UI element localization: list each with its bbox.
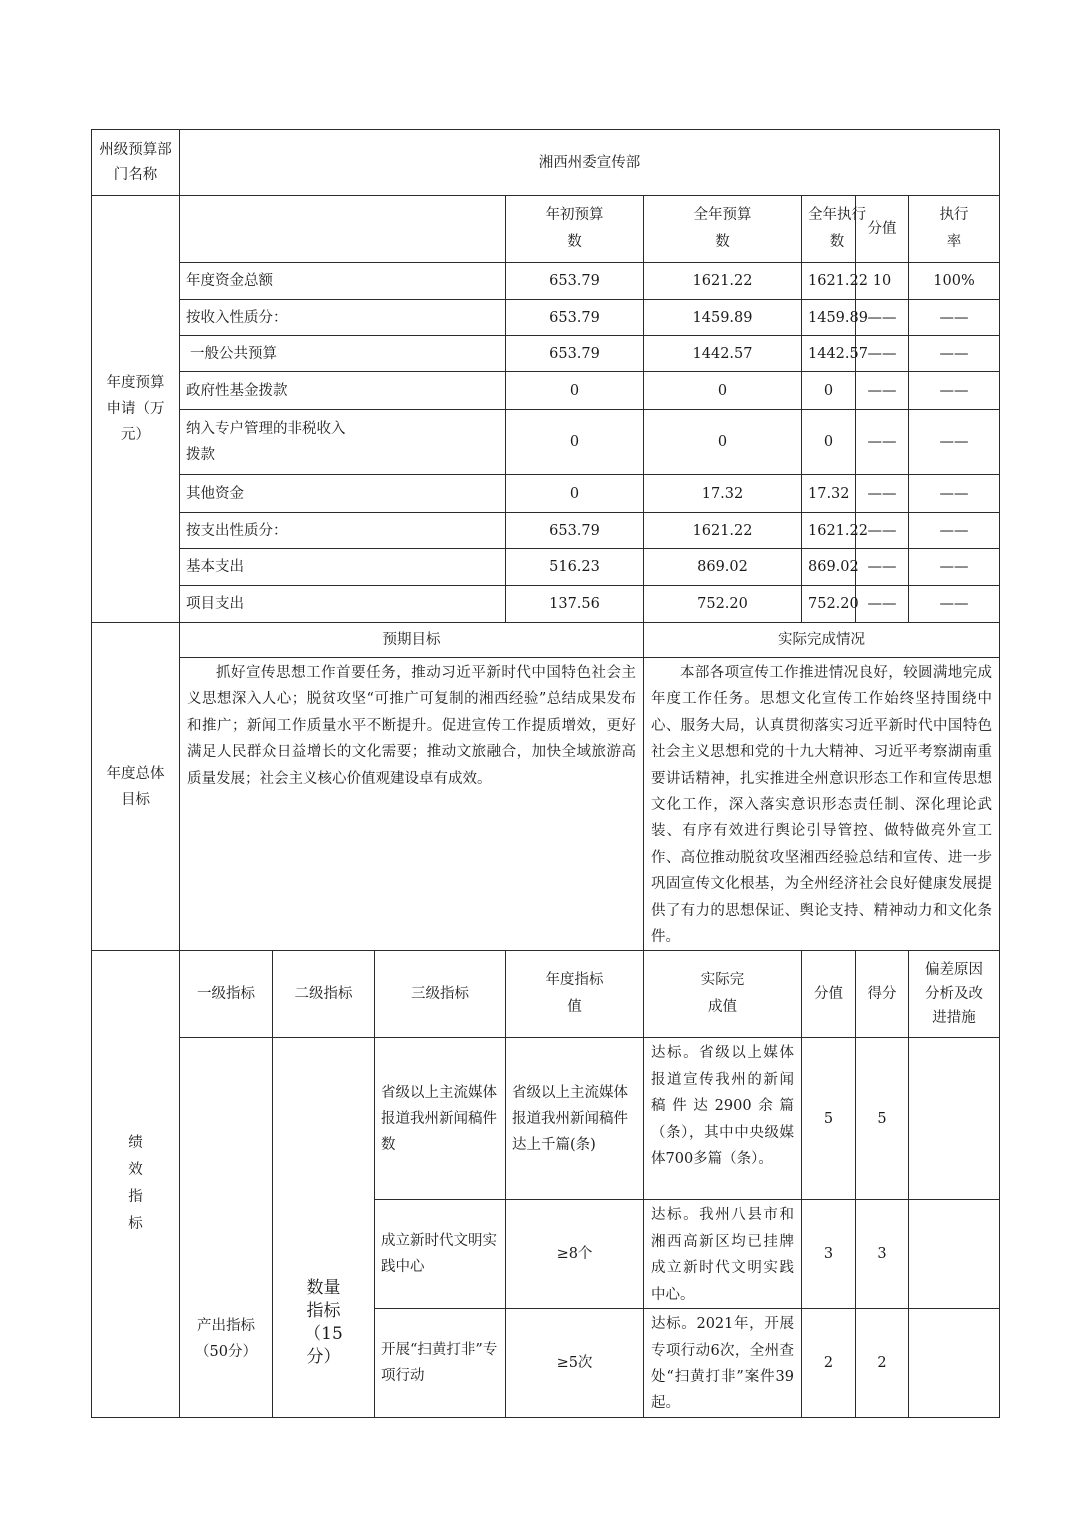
perf-header-l1: 一级指标 bbox=[180, 951, 273, 1038]
budget-cell: —— bbox=[856, 410, 909, 475]
perf-header-l3: 三级指标 bbox=[375, 951, 506, 1038]
budget-header-score: 分值 bbox=[856, 196, 909, 263]
budget-cell: 17.32 bbox=[802, 475, 856, 513]
perf-got: 2 bbox=[856, 1309, 909, 1418]
budget-cell: 1621.22 bbox=[802, 513, 856, 549]
budget-header-rate: 执行率 bbox=[909, 196, 1000, 263]
budget-cell: —— bbox=[856, 549, 909, 586]
budget-row bbox=[92, 263, 1000, 300]
budget-row bbox=[92, 372, 1000, 410]
budget-row bbox=[92, 513, 1000, 549]
budget-cell: 752.20 bbox=[644, 586, 802, 623]
budget-cell: —— bbox=[909, 372, 1000, 410]
budget-row-name: 基本支出 bbox=[180, 549, 506, 586]
perf-row bbox=[92, 1038, 1000, 1200]
budget-cell: —— bbox=[856, 300, 909, 336]
budget-cell: 653.79 bbox=[506, 300, 644, 336]
budget-row bbox=[92, 586, 1000, 623]
perf-header-actual: 实际完成值 bbox=[644, 951, 802, 1038]
perf-header-l2: 二级指标 bbox=[273, 951, 375, 1038]
perf-l3: 开展“扫黄打非”专项行动 bbox=[375, 1309, 506, 1418]
perf-score: 2 bbox=[802, 1309, 856, 1418]
perf-header-note: 偏差原因分析及改进措施 bbox=[909, 951, 1000, 1038]
perf-target: ≥5次 bbox=[506, 1309, 644, 1418]
budget-row-name: 按支出性质分： bbox=[180, 513, 506, 549]
budget-cell: 0 bbox=[644, 372, 802, 410]
perf-level2: 数量指标（15分） bbox=[273, 1038, 375, 1417]
budget-cell: —— bbox=[856, 372, 909, 410]
perf-header-score: 分值 bbox=[802, 951, 856, 1038]
budget-cell: 1621.22 bbox=[802, 263, 856, 300]
budget-row bbox=[92, 300, 1000, 336]
budget-cell: 0 bbox=[506, 372, 644, 410]
budget-cell: —— bbox=[856, 513, 909, 549]
goals-expected-text: 抓好宣传思想工作首要任务，推动习近平新时代中国特色社会主义思想深入人心；脱贫攻坚“可推广可复制的湘西经验”总结成果发布和推广；新闻工作质量水平不断提升。促进宣传工作提质增效，更好满足人民群众日益增长的文化需要；推动文旅融合，加快全域旅游高质量发展；社会主义核心价值观建设卓有成效。 bbox=[180, 658, 644, 951]
budget-cell: 17.32 bbox=[644, 475, 802, 513]
budget-row-name: 纳入专户管理的非税收入拨款 bbox=[180, 410, 506, 475]
budget-cell: 869.02 bbox=[644, 549, 802, 586]
budget-cell: 1621.22 bbox=[644, 263, 802, 300]
budget-row bbox=[92, 336, 1000, 372]
budget-cell: —— bbox=[909, 586, 1000, 623]
budget-cell: —— bbox=[856, 475, 909, 513]
perf-score: 3 bbox=[802, 1200, 856, 1309]
budget-cell: 0 bbox=[802, 410, 856, 475]
dept-name: 湘西州委宣传部 bbox=[180, 130, 1000, 196]
budget-cell: 1442.57 bbox=[802, 336, 856, 372]
budget-header-blank bbox=[180, 196, 506, 263]
budget-header-initial: 年初预算数 bbox=[506, 196, 644, 263]
perf-note bbox=[909, 1200, 1000, 1309]
perf-target: ≥8个 bbox=[506, 1200, 644, 1309]
budget-cell: 137.56 bbox=[506, 586, 644, 623]
perf-target: 省级以上主流媒体报道我州新闻稿件达上千篇(条) bbox=[506, 1038, 644, 1200]
goals-section-label: 年度总体目标 bbox=[92, 623, 180, 951]
dept-label: 州级预算部门名称 bbox=[92, 130, 180, 196]
perf-actual: 达标。我州八县市和湘西高新区均已挂牌成立新时代文明实践中心。 bbox=[644, 1200, 802, 1309]
budget-row-name: 政府性基金拨款 bbox=[180, 372, 506, 410]
perf-note bbox=[909, 1309, 1000, 1418]
perf-l3: 省级以上主流媒体报道我州新闻稿件数 bbox=[375, 1038, 506, 1200]
budget-cell: 1459.89 bbox=[644, 300, 802, 336]
budget-cell: —— bbox=[856, 586, 909, 623]
budget-row bbox=[92, 410, 1000, 475]
goals-actual-header: 实际完成情况 bbox=[644, 623, 1000, 658]
perf-note bbox=[909, 1038, 1000, 1200]
budget-cell: —— bbox=[909, 475, 1000, 513]
budget-row-name: 其他资金 bbox=[180, 475, 506, 513]
budget-cell: 869.02 bbox=[802, 549, 856, 586]
budget-row-name: 年度资金总额 bbox=[180, 263, 506, 300]
budget-cell: 0 bbox=[802, 372, 856, 410]
budget-cell: 1621.22 bbox=[644, 513, 802, 549]
budget-cell: 752.20 bbox=[802, 586, 856, 623]
budget-cell: —— bbox=[909, 513, 1000, 549]
budget-row-name: 一般公共预算 bbox=[180, 336, 506, 372]
perf-actual: 达标。2021年，开展专项行动6次，全州查处“扫黄打非”案件39起。 bbox=[644, 1309, 802, 1418]
budget-cell: 100% bbox=[909, 263, 1000, 300]
budget-cell: —— bbox=[909, 300, 1000, 336]
goals-expected-header: 预期目标 bbox=[180, 623, 644, 658]
perf-got: 3 bbox=[856, 1200, 909, 1309]
budget-cell: —— bbox=[909, 549, 1000, 586]
budget-cell: 1442.57 bbox=[644, 336, 802, 372]
budget-row bbox=[92, 549, 1000, 586]
budget-cell: —— bbox=[856, 336, 909, 372]
budget-header-full: 全年预算数 bbox=[644, 196, 802, 263]
budget-cell: 653.79 bbox=[506, 263, 644, 300]
budget-cell: 1459.89 bbox=[802, 300, 856, 336]
perf-got: 5 bbox=[856, 1038, 909, 1200]
perf-header-got: 得分 bbox=[856, 951, 909, 1038]
budget-cell: 0 bbox=[506, 410, 644, 475]
budget-cell: 653.79 bbox=[506, 513, 644, 549]
budget-cell: —— bbox=[909, 410, 1000, 475]
budget-cell: 653.79 bbox=[506, 336, 644, 372]
budget-row-name: 按收入性质分： bbox=[180, 300, 506, 336]
perf-header-target: 年度指标值 bbox=[506, 951, 644, 1038]
perf-level1: 产出指标（50分） bbox=[180, 1038, 273, 1417]
budget-row bbox=[92, 475, 1000, 513]
perf-section-label: 绩效指标 bbox=[92, 951, 180, 1417]
budget-row-name: 项目支出 bbox=[180, 586, 506, 623]
budget-header-executed: 全年执行数 bbox=[802, 196, 856, 263]
budget-cell: 0 bbox=[644, 410, 802, 475]
performance-table bbox=[91, 129, 1000, 1418]
budget-cell: 10 bbox=[856, 263, 909, 300]
goals-actual-text: 本部各项宣传工作推进情况良好，较圆满地完成年度工作任务。思想文化宣传工作始终坚持围绕中心、服务大局，认真贯彻落实习近平新时代中国特色社会主义思想和党的十九大精神、习近平考察湖南重要讲话精神，扎实推进全州意识形态工作和宣传思想文化工作，深入落实意识形态责任制、深化理论武装、有序有效进行舆论引导管控、做特做亮外宣工作、高位推动脱贫攻坚湘西经验总结和宣传、进一步巩固宣传文化根基，为全州经济社会良好健康发展提供了有力的思想保证、舆论支持、精神动力和文化条件。 bbox=[644, 658, 1000, 951]
perf-actual: 达标。省级以上媒体报道宣传我州的新闻稿件达2900余篇（条），其中中央级媒体700多篇（条）。 bbox=[644, 1038, 802, 1200]
perf-l3: 成立新时代文明实践中心 bbox=[375, 1200, 506, 1309]
budget-cell: 516.23 bbox=[506, 549, 644, 586]
budget-cell: 0 bbox=[506, 475, 644, 513]
perf-score: 5 bbox=[802, 1038, 856, 1200]
budget-cell: —— bbox=[909, 336, 1000, 372]
budget-section-label: 年度预算申请（万元） bbox=[92, 196, 180, 623]
